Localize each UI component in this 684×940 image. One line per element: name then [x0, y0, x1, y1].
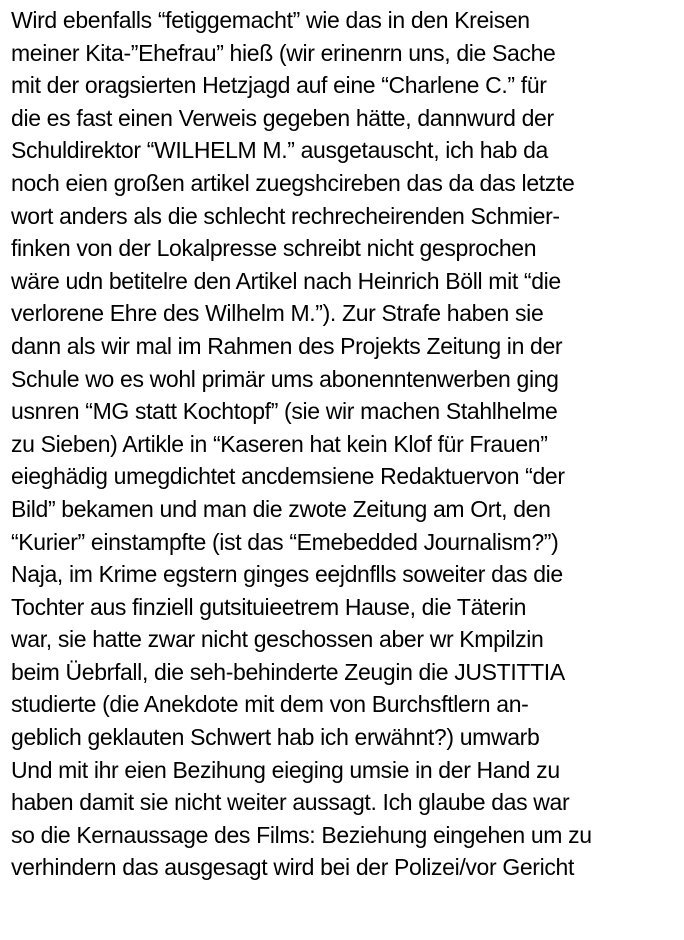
text-line: Bild” bekamen und man die zwote Zeitung am Ort, den [11, 495, 551, 522]
text-line: so die Kernaussage des Films: Beziehung eingehen um zu [11, 821, 592, 848]
text-line: mit der oragsierten Hetzjagd auf eine “Charlene C.” für [11, 72, 547, 99]
text-line: verhindern das ausgesagt wird bei der Polizei/vor Gericht [11, 854, 575, 881]
text-line: geblich geklauten Schwert hab ich erwähnt?) umwarb [11, 724, 540, 751]
text-line: noch eien großen artikel zuegshcireben das da das letzte [11, 169, 575, 196]
text-line: verlorene Ehre des Wilhelm M.”). Zur Strafe haben sie [11, 300, 544, 327]
text-line: usnren “MG statt Kochtopf” (sie wir machen Stahlhelme [11, 398, 558, 425]
text-line: meiner Kita-”Ehefrau” hieß (wir erinenrn uns, die Sache [11, 39, 556, 66]
text-line: Und mit ihr eien Bezihung eieging umsie in der Hand zu [11, 756, 560, 783]
text-line: war, sie hatte zwar nicht geschossen aber wr Kmpilzin [11, 626, 544, 653]
text-line: Schule wo es wohl primär ums abonenntenwerben ging [11, 365, 559, 392]
text-line: Tochter aus finziell gutsituieetrem Hause, die Täterin [11, 593, 527, 620]
text-line: dann als wir mal im Rahmen des Projekts Zeitung in der [11, 332, 563, 359]
text-line: die es fast einen Verweis gegeben hätte, dannwurd der [11, 104, 554, 131]
text-line: zu Sieben) Artikle in “Kaseren hat kein Klof für Frauen” [11, 430, 548, 457]
text-line: wort anders als die schlecht rechrecheirenden Schmier- [11, 202, 560, 229]
text-line: Naja, im Krime egstern ginges eejdnflls soweiter das die [11, 561, 563, 588]
text-line: beim Üebrfall, die seh-behinderte Zeugin die JUSTITTIA [11, 658, 565, 685]
text-line: eieghädig umegdichtet ancdemsiene Redaktuervon “der [11, 463, 565, 490]
text-line: wäre udn betitelre den Artikel nach Heinrich Böll mit “die [11, 267, 561, 294]
text-line: Schuldirektor “WILHELM M.” ausgetauscht, ich hab da [11, 137, 548, 164]
text-line: haben damit sie nicht weiter aussagt. Ich glaube das war [11, 789, 570, 816]
text-line: “Kurier” einstampfte (ist das “Emebedded Journalism?”) [11, 528, 559, 555]
text-line: Wird ebenfalls “fetiggemacht” wie das in den Kreisen [11, 7, 530, 33]
text-line: studierte (die Anekdote mit dem von Burchsftlern an- [11, 691, 529, 718]
text-line: finken von der Lokalpresse schreibt nicht gesprochen [11, 235, 537, 262]
